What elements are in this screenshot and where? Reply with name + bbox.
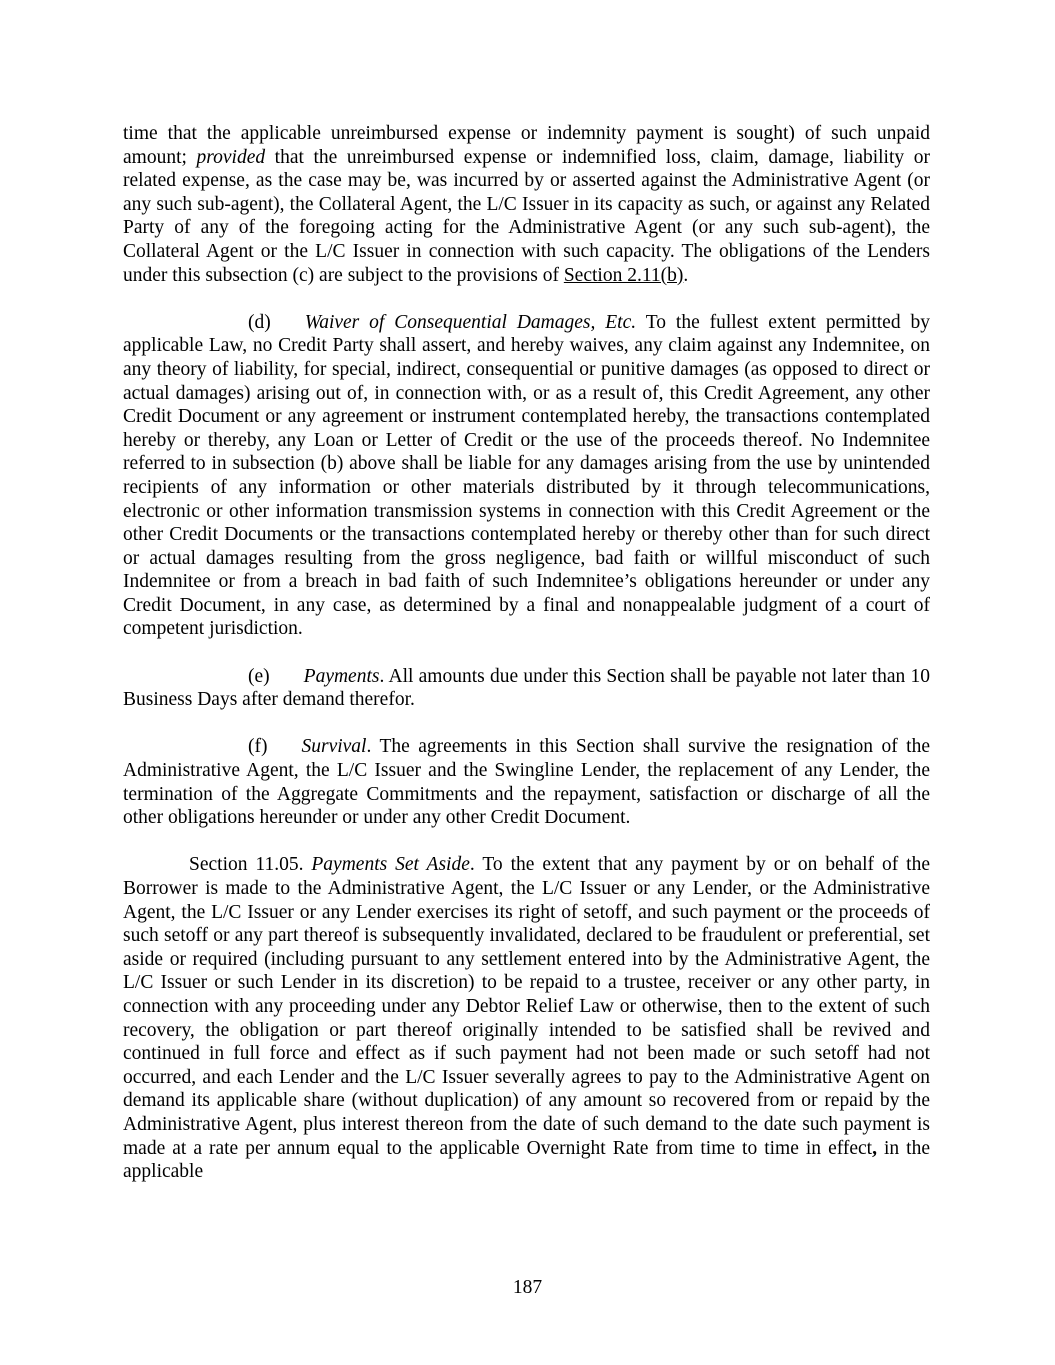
subsection-heading: Waiver of Consequential Damages, Etc. xyxy=(304,311,637,333)
section-heading: Payments Set Aside xyxy=(311,854,470,876)
page-number: 187 xyxy=(512,1277,543,1298)
subsection-f-paragraph xyxy=(123,735,930,829)
subsection-heading: Survival xyxy=(301,736,367,758)
section-number: Section 11.05. xyxy=(189,854,312,876)
subsection-label: (e) xyxy=(248,665,270,687)
subsection-e-paragraph xyxy=(123,665,930,712)
text-run: that the unreimbursed expense or indemnified loss, claim, damage, liability or related expense, as the case may be, was incurred by or asserted against the Administrative Agent (or any such sub-agent), the Collateral Agent, the L/C Issuer in its capacity as such, or against any Related Party of any of the foregoing acting for the Administrative Agent (or any such sub-agent), the Collateral Agent or the L/C Issuer in connection with such capacity. The obligations of the Lenders under this subsection (c) are subject to the provisions of xyxy=(123,146,930,286)
text-run: . To the extent that any payment by or on behalf of the Borrower is made to the Administrative Agent, the L/C Issuer or any Lender, or the Administrative Agent, the L/C Issuer or any Lender exercises its right of setoff, and such payment or the proceeds of such setoff or any part thereof is subsequently invalidated, declared to be fraudulent or preferential, set aside or required (including pursuant to any settlement entered into by the Administrative Agent, the L/C Issuer or such Lender in its discretion) to be repaid to a trustee, receiver or any other party, in connection with any proceeding under any Debtor Relief Law or otherwise, then to the extent of such recovery, the obligation or part thereof originally intended to be satisfied shall be revived and continued in full force and effect as if such payment had not been made or such setoff had not occurred, and each Lender and the L/C Issuer severally agrees to pay to the Administrative Agent on demand its applicable share (without duplication) of any amount so recovered from or repaid by the Administrative Agent, plus interest thereon from the date of such demand to the date such payment is made at a rate per annum equal to the applicable Overnight Rate from time to time in effect xyxy=(123,854,930,1159)
section-cross-reference: Section 2.11(b) xyxy=(563,264,684,286)
text-run: in the applicable xyxy=(123,1137,930,1183)
text-run: . All amounts due under this Section shall be payable not later than 10 Business Days after demand therefor. xyxy=(123,665,930,711)
section-11-05-paragraph xyxy=(123,853,930,1183)
text-run-italic: provided xyxy=(196,146,266,168)
text-run: time that the applicable unreimbursed expense or indemnity payment is sought) of such unpaid amount; xyxy=(123,123,930,168)
subsection-label: (d) xyxy=(248,311,271,333)
subsection-d-paragraph xyxy=(123,311,930,641)
text-run: To the fullest extent permitted by applicable Law, no Credit Party shall assert, and hereby waives, any claim against any Indemnitee, on any theory of liability, for special, indirect, consequential or punitive damages (as opposed to direct or actual damages) arising out of, in connection with, or as a result of, this Credit Agreement, any other Credit Document or any agreement or instrument contemplated hereby, the transactions contemplated hereby or thereby, any Loan or Letter of Credit or the use of the proceeds thereof. No Indemnitee referred to in subsection (b) above shall be liable for any damages arising from the use by unintended recipients of any information or other materials distributed by it through telecommunications, electronic or other information transmission systems in connection with this Credit Agreement or the other Credit Documents or the transactions contemplated hereby or thereby other than for such direct or actual damages resulting from the gross negligence, bad faith or willful misconduct of such Indemnitee or from a breach in bad faith of such Indemnitee’s obligations hereunder or under any Credit Document, in any case, as determined by a final and nonappealable judgment of a court of competent jurisdiction. xyxy=(123,311,930,640)
page-footer xyxy=(0,1276,1055,1300)
text-run-bold: , xyxy=(872,1137,877,1159)
subsection-heading: Payments xyxy=(303,665,380,687)
continuation-paragraph xyxy=(123,122,930,287)
text-run: . The agreements in this Section shall survive the resignation of the Administrative Agent, the L/C Issuer and the Swingline Lender, the replacement of any Lender, the termination of the Aggregate Commitments and the repayment, satisfaction or discharge of all the other obligations hereunder or under any other Credit Document. xyxy=(123,736,930,829)
text-run: . xyxy=(683,264,689,286)
subsection-label: (f) xyxy=(248,736,268,758)
